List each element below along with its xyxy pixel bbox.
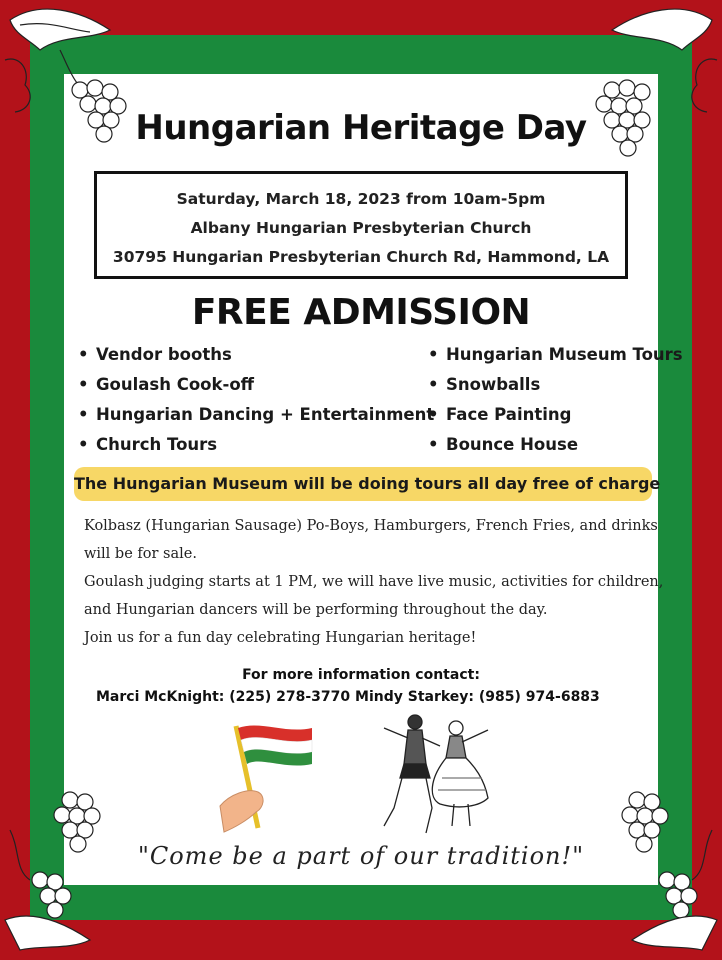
museum-banner: The Hungarian Museum will be doing tours all day free of charge <box>74 467 652 501</box>
event-description <box>84 512 664 652</box>
description-line: Goulash judging starts at 1 PM, we will have live music, activities for children, <box>84 574 664 590</box>
list-item: • Hungarian Dancing + Entertainment <box>78 400 434 430</box>
description-line: Join us for a fun day celebrating Hungarian heritage! <box>84 630 477 646</box>
description-line: Kolbasz (Hungarian Sausage) Po-Boys, Hamburgers, French Fries, and drinks <box>84 518 658 534</box>
event-address: 30795 Hungarian Presbyterian Church Rd, Hammond, LA <box>112 248 610 266</box>
free-admission-heading: FREE ADMISSION <box>191 292 531 333</box>
description-line: will be for sale. <box>84 546 197 562</box>
list-item: • Snowballs <box>428 370 683 400</box>
list-item: • Vendor booths <box>78 340 434 370</box>
contact-line: Marci McKnight: (225) 278-3770 Mindy Starkey: (985) 974-6883 <box>96 689 600 705</box>
contact-heading: For more information contact: <box>242 667 480 683</box>
activities-list-right <box>428 340 683 460</box>
event-date: Saturday, March 18, 2023 from 10am-5pm <box>176 190 546 208</box>
activities-list-left <box>78 340 434 460</box>
event-venue: Albany Hungarian Presbyterian Church <box>190 219 532 237</box>
description-line: and Hungarian dancers will be performing throughout the day. <box>84 602 548 618</box>
list-item: • Church Tours <box>78 430 434 460</box>
event-info-box <box>94 171 628 279</box>
page-title: Hungarian Heritage Day <box>135 108 587 148</box>
list-item: • Hungarian Museum Tours <box>428 340 683 370</box>
list-item: • Bounce House <box>428 430 683 460</box>
list-item: • Goulash Cook-off <box>78 370 434 400</box>
list-item: • Face Painting <box>428 400 683 430</box>
tagline: "Come be a part of our tradition!" <box>137 842 585 870</box>
hungarian-flag-icon <box>200 716 320 846</box>
folk-dancers-icon <box>370 708 500 848</box>
